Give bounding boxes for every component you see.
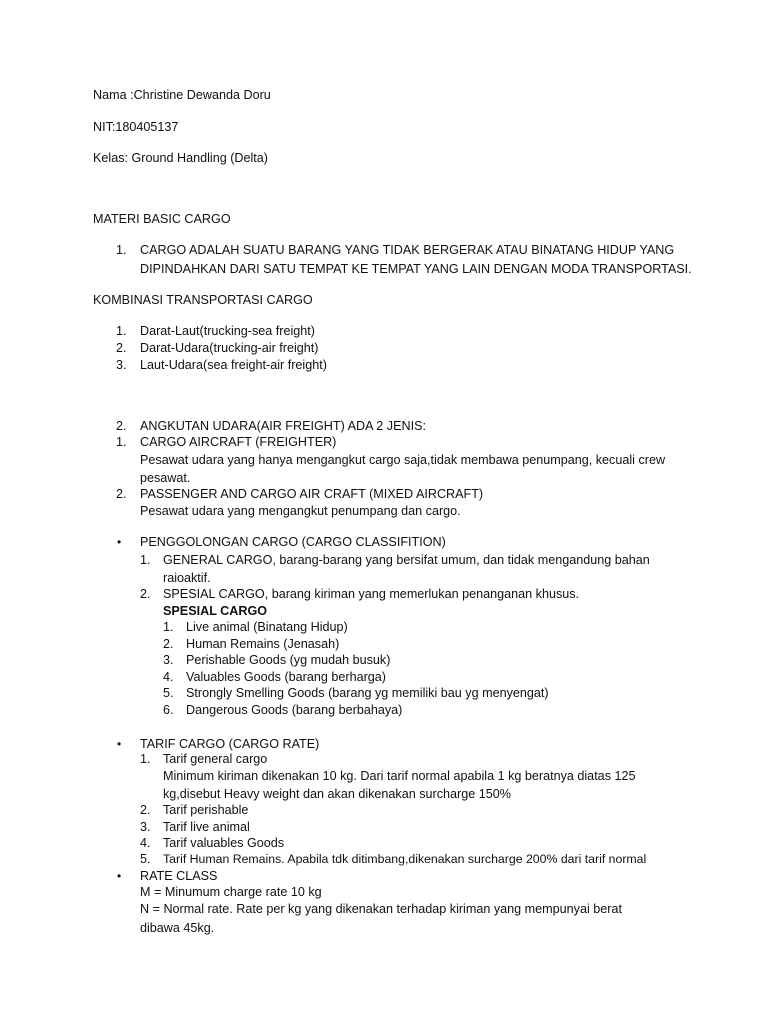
list-item: Strongly Smelling Goods (barang yg memiliki bau yg menyengat) <box>186 686 549 700</box>
list-item: raioaktif. <box>163 571 211 585</box>
list-number: 1. <box>140 752 151 766</box>
list-number: 1. <box>116 324 127 338</box>
list-item: SPESIAL CARGO, barang kiriman yang memerlukan penanganan khusus. <box>163 587 580 601</box>
list-item: Live animal (Binatang Hidup) <box>186 620 348 634</box>
list-item-description: Pesawat udara yang hanya mengangkut cargo saja,tidak membawa penumpang, kecuali crew <box>140 453 666 467</box>
student-class: Kelas: Ground Handling (Delta) <box>93 151 269 165</box>
rate-class-n: dibawa 45kg. <box>140 921 215 935</box>
list-item-title: CARGO AIRCRAFT (FREIGHTER) <box>140 435 337 449</box>
list-number: 2. <box>116 341 127 355</box>
list-item-description: kg,disebut Heavy weight dan akan dikenakan surcharge 150% <box>163 787 511 801</box>
list-item: Tarif live animal <box>163 820 250 834</box>
list-number: 4. <box>140 836 151 850</box>
section-title-materi: MATERI BASIC CARGO <box>93 212 231 226</box>
list-number: 2. <box>116 487 127 501</box>
list-item-title: PASSENGER AND CARGO AIR CRAFT (MIXED AIRCRAFT) <box>140 487 484 501</box>
student-name: Nama :Christine Dewanda Doru <box>93 88 271 102</box>
list-number: 3. <box>116 358 127 372</box>
section-title-angkutan: ANGKUTAN UDARA(AIR FREIGHT) ADA 2 JENIS: <box>140 419 426 433</box>
list-number: 2. <box>140 803 151 817</box>
list-number: 5. <box>140 852 151 866</box>
list-item-description: Pesawat udara yang mengangkut penumpang dan cargo. <box>140 504 461 518</box>
list-item: Human Remains (Jenasah) <box>186 637 340 651</box>
list-item: Dangerous Goods (barang berbahaya) <box>186 703 403 717</box>
list-number: 4. <box>163 670 174 684</box>
bullet-marker: • <box>117 737 122 751</box>
list-item: GENERAL CARGO, barang-barang yang bersifat umum, dan tidak mengandung bahan <box>163 553 650 567</box>
list-item: Valuables Goods (barang berharga) <box>186 670 386 684</box>
list-number: 2. <box>163 637 174 651</box>
bullet-marker: • <box>117 535 122 549</box>
list-item: Laut-Udara(sea freight-air freight) <box>140 358 327 372</box>
materi-definition-line: CARGO ADALAH SUATU BARANG YANG TIDAK BERGERAK ATAU BINATANG HIDUP YANG <box>140 243 675 257</box>
list-number: 5. <box>163 686 174 700</box>
list-number: 2. <box>116 419 127 433</box>
list-number: 1. <box>116 243 127 257</box>
list-number: 3. <box>140 820 151 834</box>
section-title-penggolongan: PENGGOLONGAN CARGO (CARGO CLASSIFITION) <box>140 535 446 549</box>
section-title-kombinasi: KOMBINASI TRANSPORTASI CARGO <box>93 293 313 307</box>
section-title-rate-class: RATE CLASS <box>140 869 218 883</box>
list-item: Tarif perishable <box>163 803 249 817</box>
list-item: Tarif valuables Goods <box>163 836 285 850</box>
list-item: Darat-Udara(trucking-air freight) <box>140 341 319 355</box>
list-number: 2. <box>140 587 151 601</box>
rate-class-n: N = Normal rate. Rate per kg yang dikenakan terhadap kiriman yang mempunyai berat <box>140 902 622 916</box>
list-item-description: Minimum kiriman dikenakan 10 kg. Dari tarif normal apabila 1 kg beratnya diatas 125 <box>163 769 636 783</box>
list-number: 1. <box>163 620 174 634</box>
materi-definition-line: DIPINDAHKAN DARI SATU TEMPAT KE TEMPAT YANG LAIN DENGAN MODA TRANSPORTASI. <box>140 262 692 276</box>
bullet-marker: • <box>117 869 122 883</box>
list-number: 1. <box>116 435 127 449</box>
list-item: Darat-Laut(trucking-sea freight) <box>140 324 315 338</box>
list-number: 3. <box>163 653 174 667</box>
subsection-title-spesial: SPESIAL CARGO <box>163 604 268 618</box>
list-item-title: Tarif general cargo <box>163 752 268 766</box>
list-item: Perishable Goods (yg mudah busuk) <box>186 653 391 667</box>
list-item-description: pesawat. <box>140 471 191 485</box>
rate-class-m: M = Minumum charge rate 10 kg <box>140 885 322 899</box>
student-nit: NIT:180405137 <box>93 120 179 134</box>
section-title-tarif: TARIF CARGO (CARGO RATE) <box>140 737 320 751</box>
list-number: 6. <box>163 703 174 717</box>
list-number: 1. <box>140 553 151 567</box>
list-item: Tarif Human Remains. Apabila tdk ditimbang,dikenakan surcharge 200% dari tarif normal <box>163 852 647 866</box>
